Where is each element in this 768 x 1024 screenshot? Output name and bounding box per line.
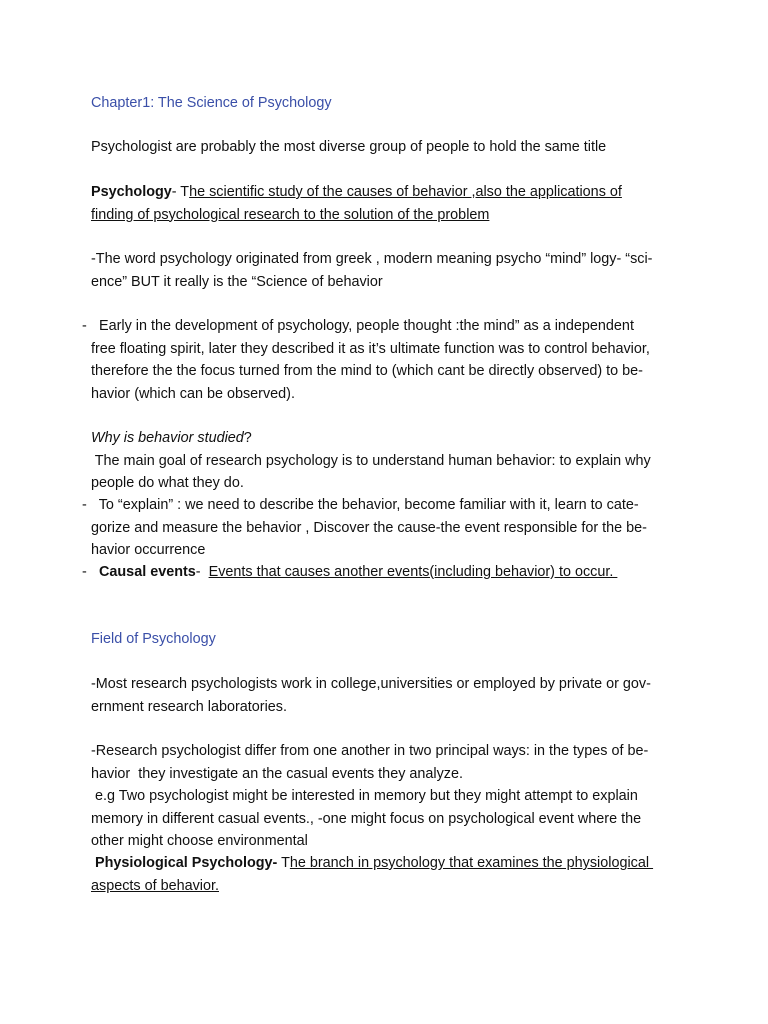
differ-line5: other might choose environmental — [91, 833, 308, 849]
field-of-psychology-heading: Field of Psychology — [91, 631, 216, 647]
early-dev-line3: therefore the the focus turned from the mind to (which cant be directly observed) to be- — [91, 363, 643, 379]
explain-line3: havior occurrence — [91, 542, 206, 558]
explain-paragraph — [91, 494, 683, 562]
why-studied-qmark: ? — [243, 430, 252, 446]
most-research-paragraph — [91, 673, 683, 718]
differ-line2: havior they investigate an the casual events they analyze. — [91, 765, 463, 782]
word-origin-line2: ence” BUT it really is the “Science of behavior — [91, 273, 383, 290]
psychology-definition — [91, 181, 683, 226]
psychology-sep: - T — [171, 184, 190, 200]
most-research-line2: ernment research laboratories. — [91, 698, 287, 715]
causal-events-term: Causal events — [99, 564, 196, 580]
intro-text: Psychologist are probably the most diverse group of people to hold the same title — [91, 139, 607, 155]
why-studied-line2: people do what they do. — [91, 475, 244, 491]
why-studied-question: Why is behavior studied — [91, 430, 244, 446]
causal-events-paragraph — [91, 561, 683, 584]
physio-def-line1: he branch in psychology that examines the physiological — [289, 855, 654, 871]
chapter-title: Chapter1: The Science of Psychology — [91, 95, 332, 111]
differ-line4: memory in different casual events., -one might focus on psychological event where the — [91, 810, 642, 827]
early-dev-line4: havior (which can be observed). — [91, 385, 295, 402]
why-studied-paragraph — [91, 427, 683, 495]
differ-line3: e.g Two psychologist might be interested in memory but they might attempt to explain — [91, 788, 638, 804]
word-origin-paragraph — [91, 248, 683, 293]
causal-sep: - — [195, 564, 209, 580]
explain-line2: gorize and measure the behavior , Discover the cause-the event responsible for the be- — [91, 519, 647, 536]
differ-paragraph — [91, 740, 683, 853]
why-studied-line1: The main goal of research psychology is to understand human behavior: to explain why — [91, 452, 651, 469]
causal-events-definition: Events that causes another events(including behavior) to occur. — [208, 564, 618, 580]
physiological-psychology-definition — [91, 852, 683, 897]
explain-line1: To “explain” : we need to describe the behavior, become familiar with it, learn to cate- — [91, 497, 639, 513]
bullet-marker: - — [82, 318, 87, 334]
early-development-paragraph — [91, 315, 683, 405]
bullet-marker: - — [82, 564, 87, 580]
differ-line1: -Research psychologist differ from one another in two principal ways: in the types of be- — [91, 743, 649, 759]
most-research-line1: -Most research psychologists work in college,universities or employed by private or gov- — [91, 676, 651, 692]
physio-sep: T — [277, 855, 290, 871]
psychology-term: Psychology — [91, 184, 172, 200]
intro-paragraph — [91, 136, 683, 159]
word-origin-line1: -The word psychology originated from greek , modern meaning psycho “mind” logy- “sci- — [91, 251, 653, 267]
psychology-def-line2: finding of psychological research to the solution of the problem — [91, 206, 490, 223]
early-dev-line1: Early in the development of psychology, people thought :the mind” as a independent — [91, 318, 634, 334]
early-dev-line2: free floating spirit, later they described it as it’s ultimate function was to control behavior, — [91, 340, 650, 357]
psychology-def-line1: he scientific study of the causes of behavior ,also the applications of — [189, 184, 622, 200]
physiological-term: Physiological Psychology- — [95, 855, 278, 871]
bullet-marker: - — [82, 497, 87, 513]
physio-def-line2: aspects of behavior. — [91, 877, 219, 894]
